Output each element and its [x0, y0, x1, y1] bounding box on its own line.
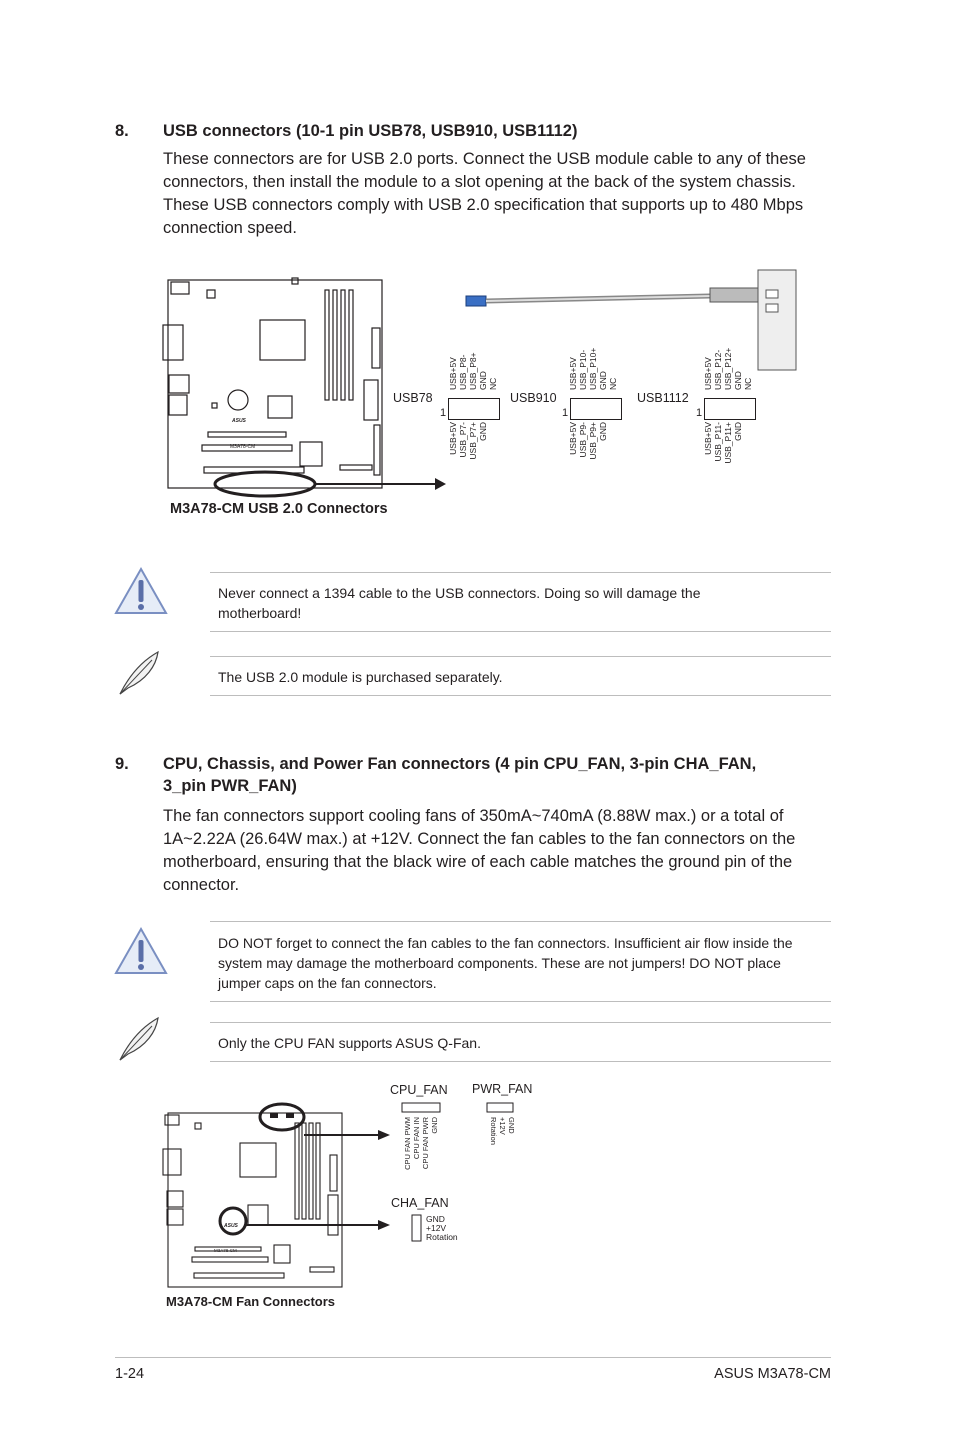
svg-text:ASUS: ASUS [232, 418, 246, 424]
usb1112-top-pins: USB+5V USB_P12- USB_P12+ GND NC [703, 347, 753, 390]
pwr-fan-header [487, 1103, 513, 1112]
usb-diagram [150, 260, 830, 530]
warning-icon [114, 566, 168, 621]
usb78-top-pins: USB+5V USB_P8- USB_P8+ GND NC [448, 352, 498, 390]
note2-text: Only the CPU FAN supports ASUS Q-Fan. [218, 1035, 481, 1051]
caution1-top-rule [210, 572, 831, 573]
feather-icon [114, 1014, 164, 1069]
usb78-header [448, 398, 500, 420]
usb-connectors-figure [150, 260, 830, 530]
pwr-fan-pins: GND +12V Rotation [489, 1117, 516, 1145]
cpu-fan-pins: CPU FAN PWM CPU FAN IN CPU FAN PWR GND [403, 1117, 439, 1170]
usb1112-pin1: 1 [696, 407, 703, 419]
usb1112-header [704, 398, 756, 420]
cha-fan-highlight [220, 1208, 246, 1234]
product-name: ASUS M3A78-CM [714, 1366, 831, 1382]
usb78-label: USB78 [393, 391, 433, 405]
pwr-fan-label: PWR_FAN [472, 1082, 533, 1096]
page-number: 1-24 [115, 1366, 145, 1382]
cha-fan-pins: GND +12V Rotation [426, 1214, 458, 1242]
cpu-fan-header [402, 1103, 440, 1112]
usb910-top-pins: USB+5V USB_P10- USB_P10+ GND NC [568, 347, 618, 390]
warning-icon [114, 926, 168, 981]
fan-connectors-figure [150, 1075, 570, 1315]
feather-icon [114, 648, 164, 703]
usb78-bottom-pins: USB+5V USB_P7- USB_P7+ GND [448, 422, 488, 460]
svg-text:ASUS: ASUS [224, 1223, 238, 1229]
cha-fan-label: CHA_FAN [391, 1196, 449, 1210]
usb-figure-caption: M3A78-CM USB 2.0 Connectors [170, 501, 388, 517]
usb1112-label: USB1112 [637, 391, 689, 405]
usb910-bottom-pins: USB+5V USB_P9- USB_P9+ GND [568, 422, 608, 460]
caution2-text: DO NOT forget to connect the fan cables to the fan connectors. Insufficient air flow inside the system may damage the motherboard components. These are not jumpers! DO NOT place jumper caps on the fan connectors. [218, 935, 793, 991]
fan-figure-caption: M3A78-CM Fan Connectors [166, 1294, 336, 1309]
note2-top-rule [210, 1022, 831, 1023]
cha-fan-header [412, 1215, 421, 1241]
fan-diagram [150, 1075, 570, 1315]
fan-motherboard-outline [163, 1113, 342, 1287]
section-8-body: These connectors are for USB 2.0 ports. Connect the USB module cable to any of these connectors, then install the module to a slot opening at the back of the system chassis. These USB connectors comply with USB 2.0 specification that supports up to 480 Mbps connection speed. [163, 150, 806, 237]
cpu-fan-highlight [260, 1104, 304, 1130]
svg-text:M3A78-CM: M3A78-CM [214, 1248, 237, 1253]
note1-bottom-rule [210, 695, 831, 696]
caution1-text: Never connect a 1394 cable to the USB connectors. Doing so will damage the motherboard! [218, 585, 701, 621]
section-9-number: 9. [115, 755, 129, 773]
motherboard-outline [163, 278, 382, 488]
usb910-pin1: 1 [562, 407, 569, 419]
footer-rule [115, 1357, 831, 1358]
usb910-header [570, 398, 622, 420]
usb910-label: USB910 [510, 391, 557, 405]
usb-highlight-ellipse [215, 472, 315, 496]
section-8-title: USB connectors (10-1 pin USB78, USB910, USB1112) [163, 122, 578, 140]
caution1-bottom-rule [210, 631, 831, 632]
usb78-pin1: 1 [440, 407, 447, 419]
cpu-fan-label: CPU_FAN [390, 1083, 448, 1097]
note2-bottom-rule [210, 1061, 831, 1062]
note1-top-rule [210, 656, 831, 657]
section-9-title: CPU, Chassis, and Power Fan connectors (4 pin CPU_FAN, 3-pin CHA_FAN, 3_pin PWR_FAN) [163, 755, 757, 795]
section-8-number: 8. [115, 122, 129, 140]
svg-text:M3A78-CM: M3A78-CM [230, 444, 256, 450]
caution2-bottom-rule [210, 1001, 831, 1002]
caution2-top-rule [210, 921, 831, 922]
usb1112-bottom-pins: USB+5V USB_P11- USB_P11+ GND [703, 422, 743, 464]
note1-text: The USB 2.0 module is purchased separately. [218, 669, 503, 685]
section-9-body: The fan connectors support cooling fans of 350mA~740mA (8.88W max.) or a total of 1A~2.22A (26.64W max.) at +12V. Connect the fan cables to the fan connectors on the motherboard, ensuring that the black wire of each cable matches the ground pin of the connector. [163, 807, 796, 894]
